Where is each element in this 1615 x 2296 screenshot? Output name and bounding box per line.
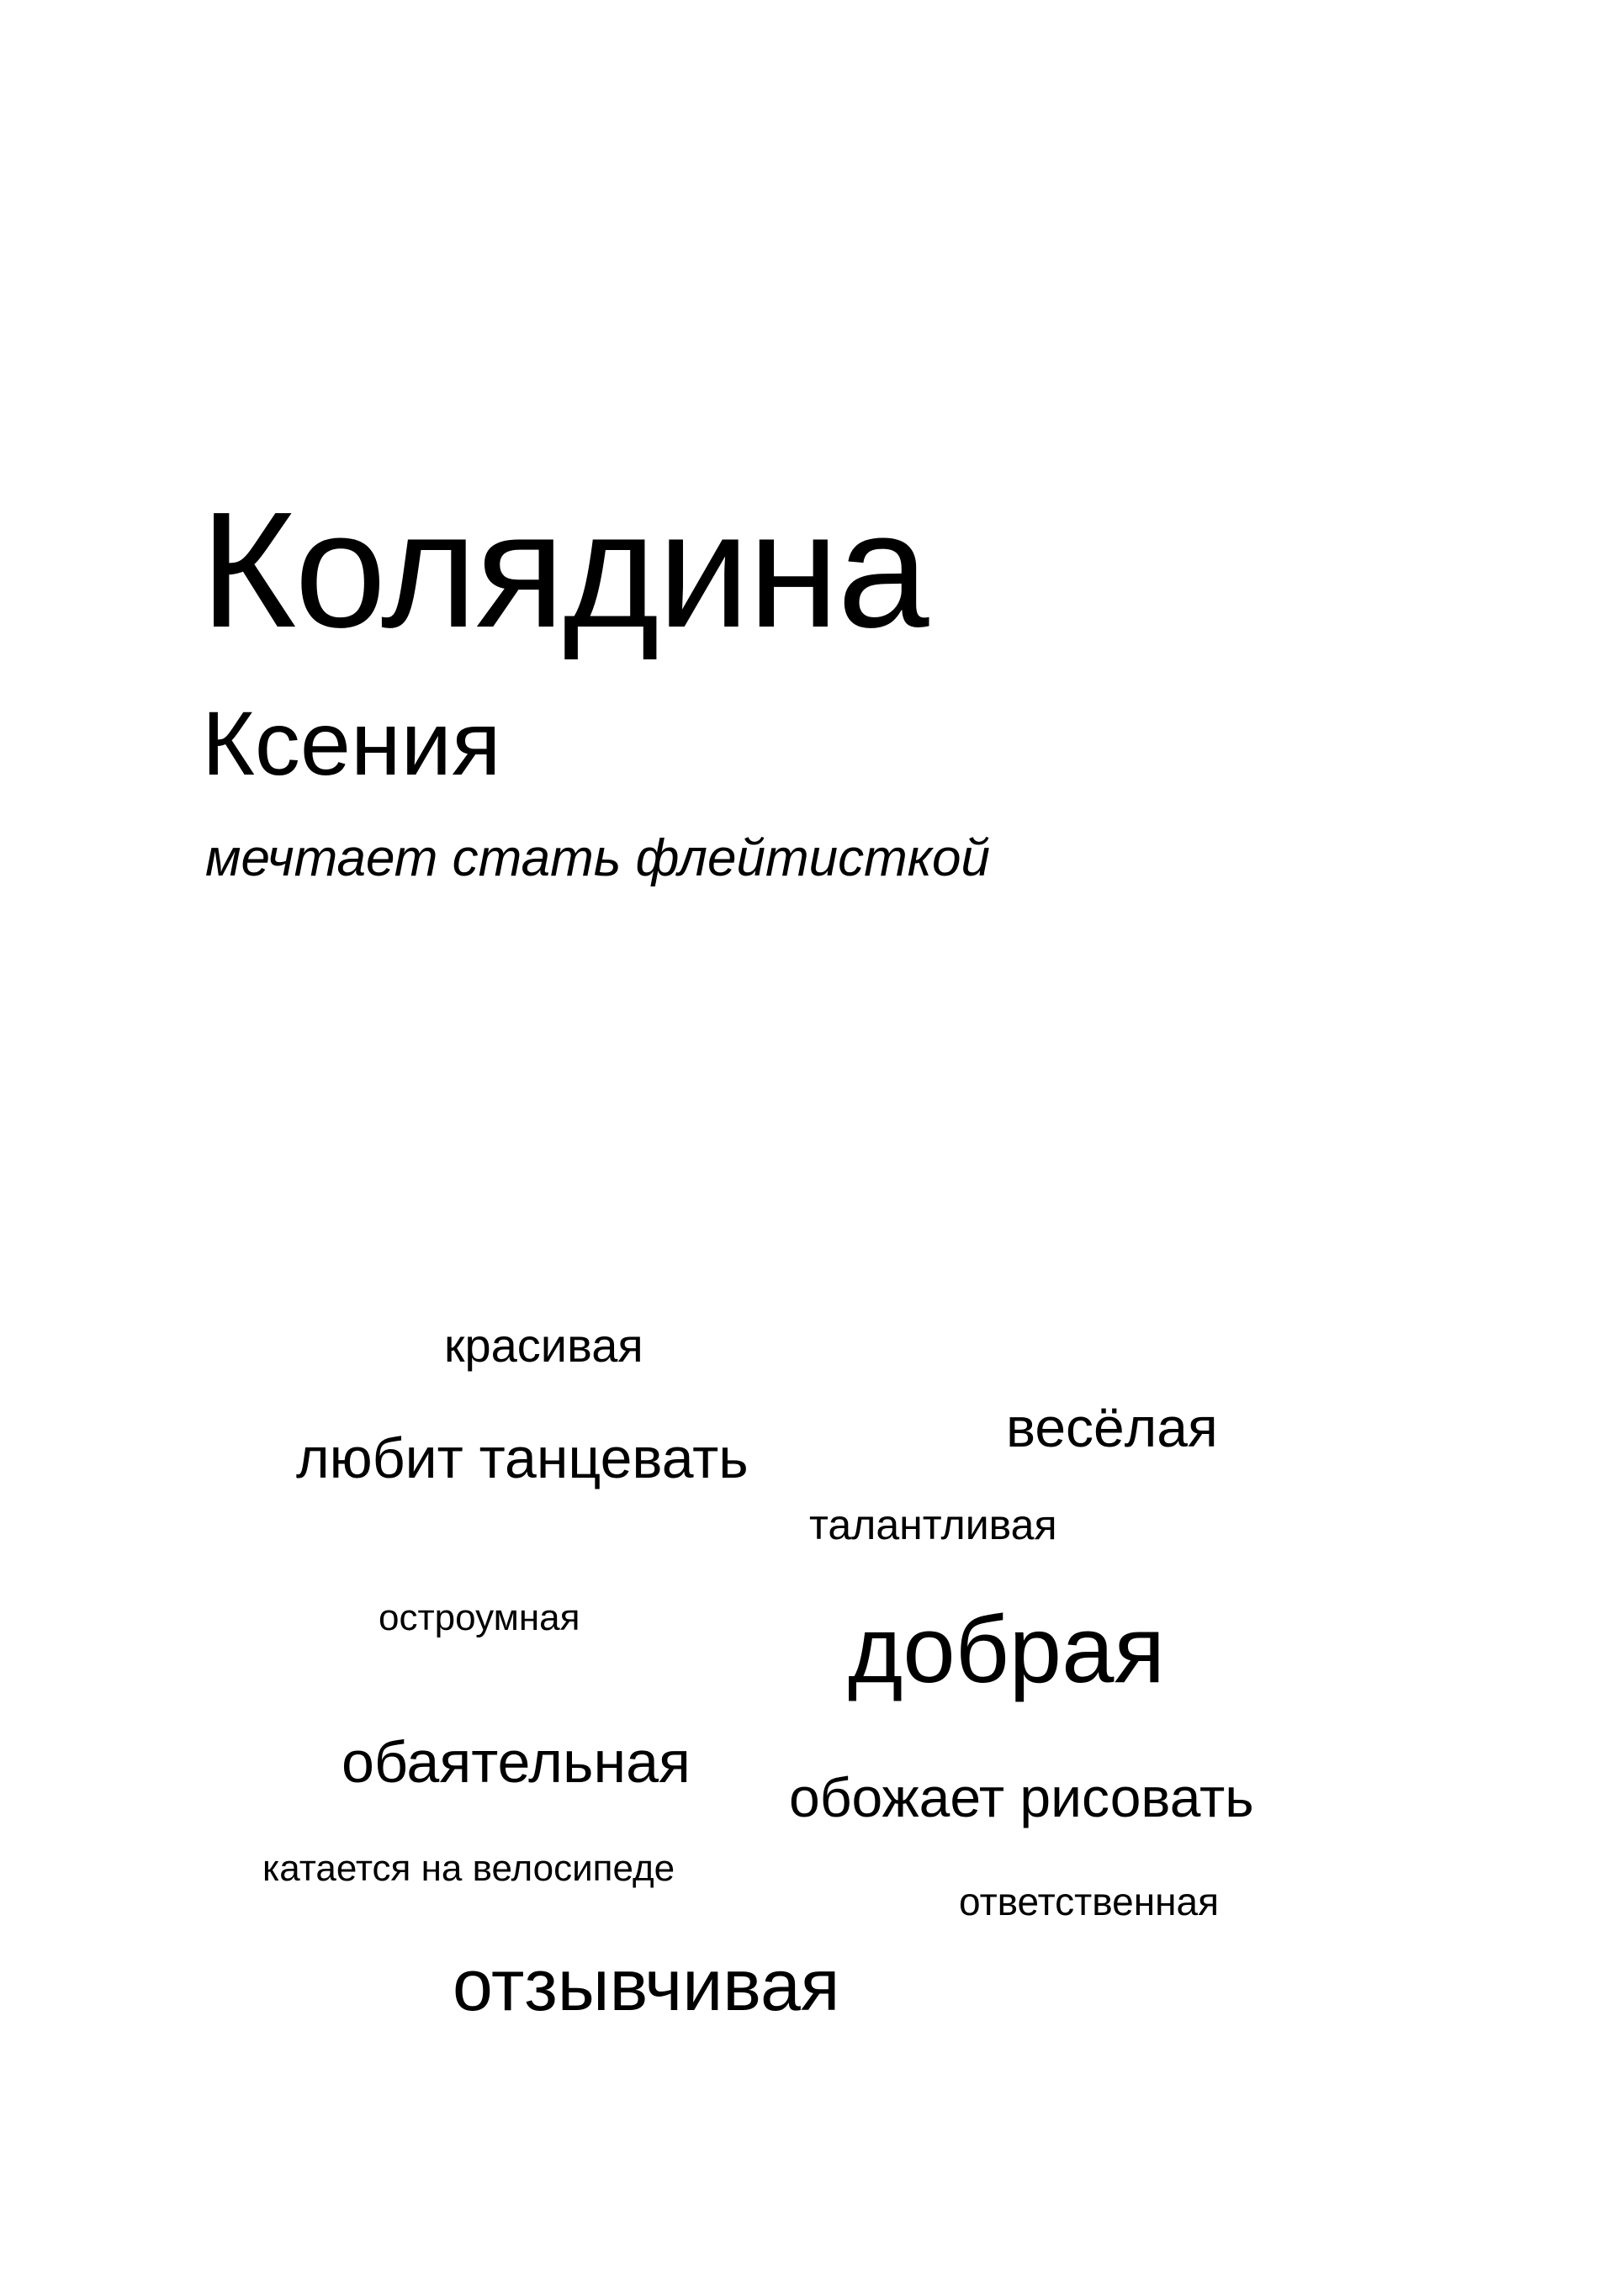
word-item: ответственная [959, 1880, 1220, 1923]
word-item: отзывчивая [453, 1945, 840, 2026]
word-item: красивая [444, 1319, 643, 1372]
word-item: катается на велосипеде [262, 1848, 675, 1889]
word-item: добрая [848, 1597, 1166, 1702]
word-item: обожает рисовать [789, 1766, 1254, 1828]
word-item: остроумная [379, 1597, 580, 1638]
word-item: любит танцевать [296, 1426, 749, 1490]
first-name-heading: Ксения [202, 692, 501, 794]
word-item: талантливая [809, 1501, 1057, 1548]
word-item: обаятельная [342, 1729, 691, 1795]
word-item: весёлая [1006, 1396, 1218, 1458]
dream-subtitle: мечтает стать флейтисткой [205, 829, 990, 887]
surname-heading: Колядина [200, 478, 928, 662]
